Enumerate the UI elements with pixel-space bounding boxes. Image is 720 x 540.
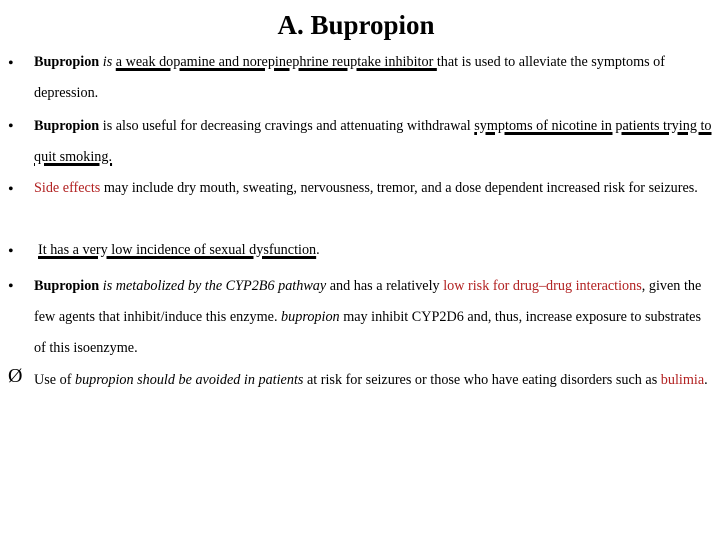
bullet-item-3: Side effects may include dry mouth, sweating, nervousness, tremor, and a dose dependent increased risk for seizures. (34, 180, 698, 196)
bullet-dot-icon: • (8, 243, 14, 260)
slide-title: A. Bupropion (277, 10, 435, 40)
underlined-phrase: a weak dopamine and norepinephrine reuptake inhibitor (115, 54, 437, 70)
side-effects-label: Side effects (34, 180, 101, 196)
bullet-item-6: Use of bupropion should be avoided in patients at risk for seizures or those who have eating disorders such as bulimia. (34, 372, 708, 388)
bullet-dot-icon: • (8, 278, 14, 295)
bullet-item-2: Bupropion is also useful for decreasing cravings and attenuating withdrawal symptoms of nicotine in patients trying to quit smoking. (34, 118, 712, 165)
drug-name: Bupropion (34, 278, 100, 294)
drug-name: Bupropion (34, 118, 100, 134)
bullet-dot-icon: • (8, 181, 14, 198)
underlined-phrase: It has a very low incidence of sexual dysfunction (38, 242, 317, 258)
arrow-bullet-icon: Ø (8, 365, 23, 387)
drug-name: Bupropion (34, 54, 100, 70)
underlined-phrase: symptoms of nicotine in patients trying to quit smoking. (34, 118, 712, 165)
bullet-item-5: Bupropion is metabolized by the CYP2B6 pathway and has a relatively low risk for drug–drug interactions, given the few agents that inhibit/induce this enzyme. bupropion may inhibit CYP2D6 and, thus, increase exposure to substrates of this isoenzyme. (34, 278, 702, 356)
bulimia-label: bulimia (660, 372, 705, 388)
bullet-item-4: It has a very low incidence of sexual dysfunction. (38, 242, 320, 258)
bullet-item-1: Bupropion is a weak dopamine and norepinephrine reuptake inhibitor that is used to alleviate the symptoms of depression. (34, 54, 665, 101)
drug-interactions-label: low risk for drug–drug interactions (443, 278, 642, 294)
bullet-dot-icon: • (8, 55, 14, 72)
bullet-dot-icon: • (8, 118, 14, 135)
